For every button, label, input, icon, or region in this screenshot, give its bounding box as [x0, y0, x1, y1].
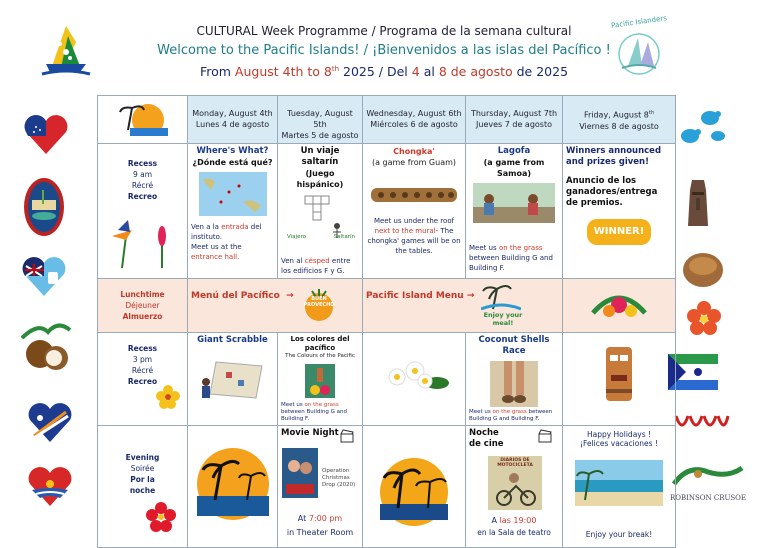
activity-tuesday-afternoon: Los colores del pacífico The Colours of the Pacific Meet us on the grass between Building G and Building F. — [278, 333, 363, 426]
activity-friday-afternoon — [563, 333, 676, 426]
activity-friday-evening: Happy Holidays ! ¡Felices vacaciones ! Enjoy your break! — [563, 426, 676, 548]
evening-monday-cell — [188, 426, 278, 548]
day-header-tuesday: Tuesday, August 5th Martes 5 de agosto — [278, 96, 363, 144]
activity-tuesday-evening: Movie Night Operation Christmas Drop (2020) At 7:00 pm in Theater Room — [278, 426, 363, 548]
time-cell-recess-afternoon: Recess 3 pm Récré Recreo — [98, 333, 188, 426]
chongka-board-image — [371, 186, 457, 204]
activity-wednesday-afternoon — [363, 333, 466, 426]
pacific-islanders-logo: Pacific Islanders — [604, 18, 674, 78]
activity-wednesday-morning: Chongka' (a game from Guam) Meet us under the roof next to the mural- The chongka' games will be on the tables. — [363, 144, 466, 279]
sea-turtles-icon — [676, 106, 730, 148]
lunch-friday-cell — [563, 279, 676, 333]
activity-monday-afternoon: Giant Scrabble — [188, 333, 278, 426]
canoe-emblem-icon — [40, 22, 92, 78]
colours-of-pacific-image — [305, 364, 335, 398]
lunch-menu-pacific-en: Pacific Island Menu → Enjoy your meal! — [363, 279, 563, 333]
marshall-islands-flag-heart-icon — [26, 400, 74, 444]
title-line-3: From August 4th to 8th 2025 / Del 4 al 8 de agosto de 2025 — [199, 64, 569, 79]
operation-christmas-drop-poster — [282, 448, 318, 498]
recess-afternoon-row — [98, 333, 676, 426]
frangipani-flowers-icon — [379, 353, 449, 397]
red-hibiscus-icon — [146, 502, 176, 532]
day-header-thursday: Thursday, August 7th Jueves 7 de agosto — [466, 96, 563, 144]
lunch-menu-pacific-es: Menú del Pacífico → BUEN PROVECHO — [188, 279, 363, 333]
giant-scrabble-photo — [198, 352, 268, 402]
coconut-shell-icon — [680, 250, 726, 290]
schedule-table — [97, 95, 676, 548]
title-line-2: Welcome to the Pacific Islands! / ¡Bienvenidos a las islas del Pacífico ! — [157, 43, 611, 58]
sunset-island-image — [372, 452, 456, 526]
hibiscus-flower-icon — [686, 300, 722, 336]
activity-monday-morning: Where's What? ¿Dónde está qué? Ven a la entrada del instituto. Meet us at the entrance hall. — [188, 144, 278, 279]
activity-thursday-afternoon: Coconut Shells Race Meet us on the grass between Building G and Building F. — [466, 333, 563, 426]
moai-statue-icon — [684, 178, 712, 228]
evening-row — [98, 426, 676, 548]
recess-morning-row — [98, 144, 676, 279]
bird-of-paradise-flower-icon — [108, 216, 178, 270]
beach-photo — [575, 460, 663, 506]
day-header-monday: Monday, August 4th Lunes 4 de agosto — [188, 96, 278, 144]
time-cell-recess-morning: Recess 9 am Récré Recreo — [98, 144, 188, 279]
day-header-row — [98, 96, 676, 144]
kiribati-flag-heart-icon — [26, 464, 74, 508]
winner-badge: WINNER! — [587, 219, 651, 245]
tropical-flowers-icon — [589, 283, 649, 329]
clapperboard-icon-2 — [538, 429, 552, 443]
lagofa-game-photo — [473, 183, 555, 223]
clapperboard-icon — [340, 429, 354, 443]
sunset-beach-image — [193, 444, 273, 524]
activity-thursday-morning: Lagofa (a game from Samoa) Meet us on the grass between Building G and Building F. — [466, 144, 563, 279]
robinson-crusoe-logo: ROBINSON CRUSOE — [668, 458, 748, 504]
tiki-masks-icon — [674, 412, 730, 436]
day-header-wednesday: Wednesday, August 6th Miércoles 6 de agosto — [363, 96, 466, 144]
corner-cell — [98, 96, 188, 144]
pacific-map-image — [199, 172, 267, 216]
activity-tuesday-morning: Un viaje saltarín (Juego hispánico) Viajero Saltarín Ven al césped entre los edificios F y G. — [278, 144, 363, 279]
lunch-row — [98, 279, 676, 333]
yellow-hibiscus-icon — [156, 385, 180, 409]
activity-thursday-evening: Noche de cine DIARIOS DE MOTOCICLETA A las 19:00 en la Sala de teatro — [466, 426, 563, 548]
coconut-icon — [18, 318, 74, 374]
title-line-1: CULTURAL Week Programme / Programa de la semana cultural — [196, 24, 572, 38]
coconut-race-photo — [490, 361, 538, 407]
palm-island-icon — [481, 281, 521, 311]
sunset-palm-icon — [118, 100, 168, 138]
samoa-flag-heart-icon — [22, 112, 70, 156]
hopscotch-game-image: Viajero Saltarín — [285, 194, 355, 246]
fiji-flag-heart-icon — [20, 254, 68, 298]
day-header-friday: Friday, August 8th Viernes 8 de agosto — [563, 96, 676, 144]
activity-friday-morning: Winners announced and prizes given! Anuncio de los ganadores/entrega de premios. WINNER! — [563, 144, 676, 279]
tiki-totem-icon — [602, 345, 636, 403]
guam-seal-icon — [22, 176, 66, 238]
evening-wednesday-cell — [363, 426, 466, 548]
time-cell-evening: Evening Soirée Por la noche — [98, 426, 188, 548]
time-cell-lunch: Lunchtime Déjeuner Almuerzo — [98, 279, 188, 333]
